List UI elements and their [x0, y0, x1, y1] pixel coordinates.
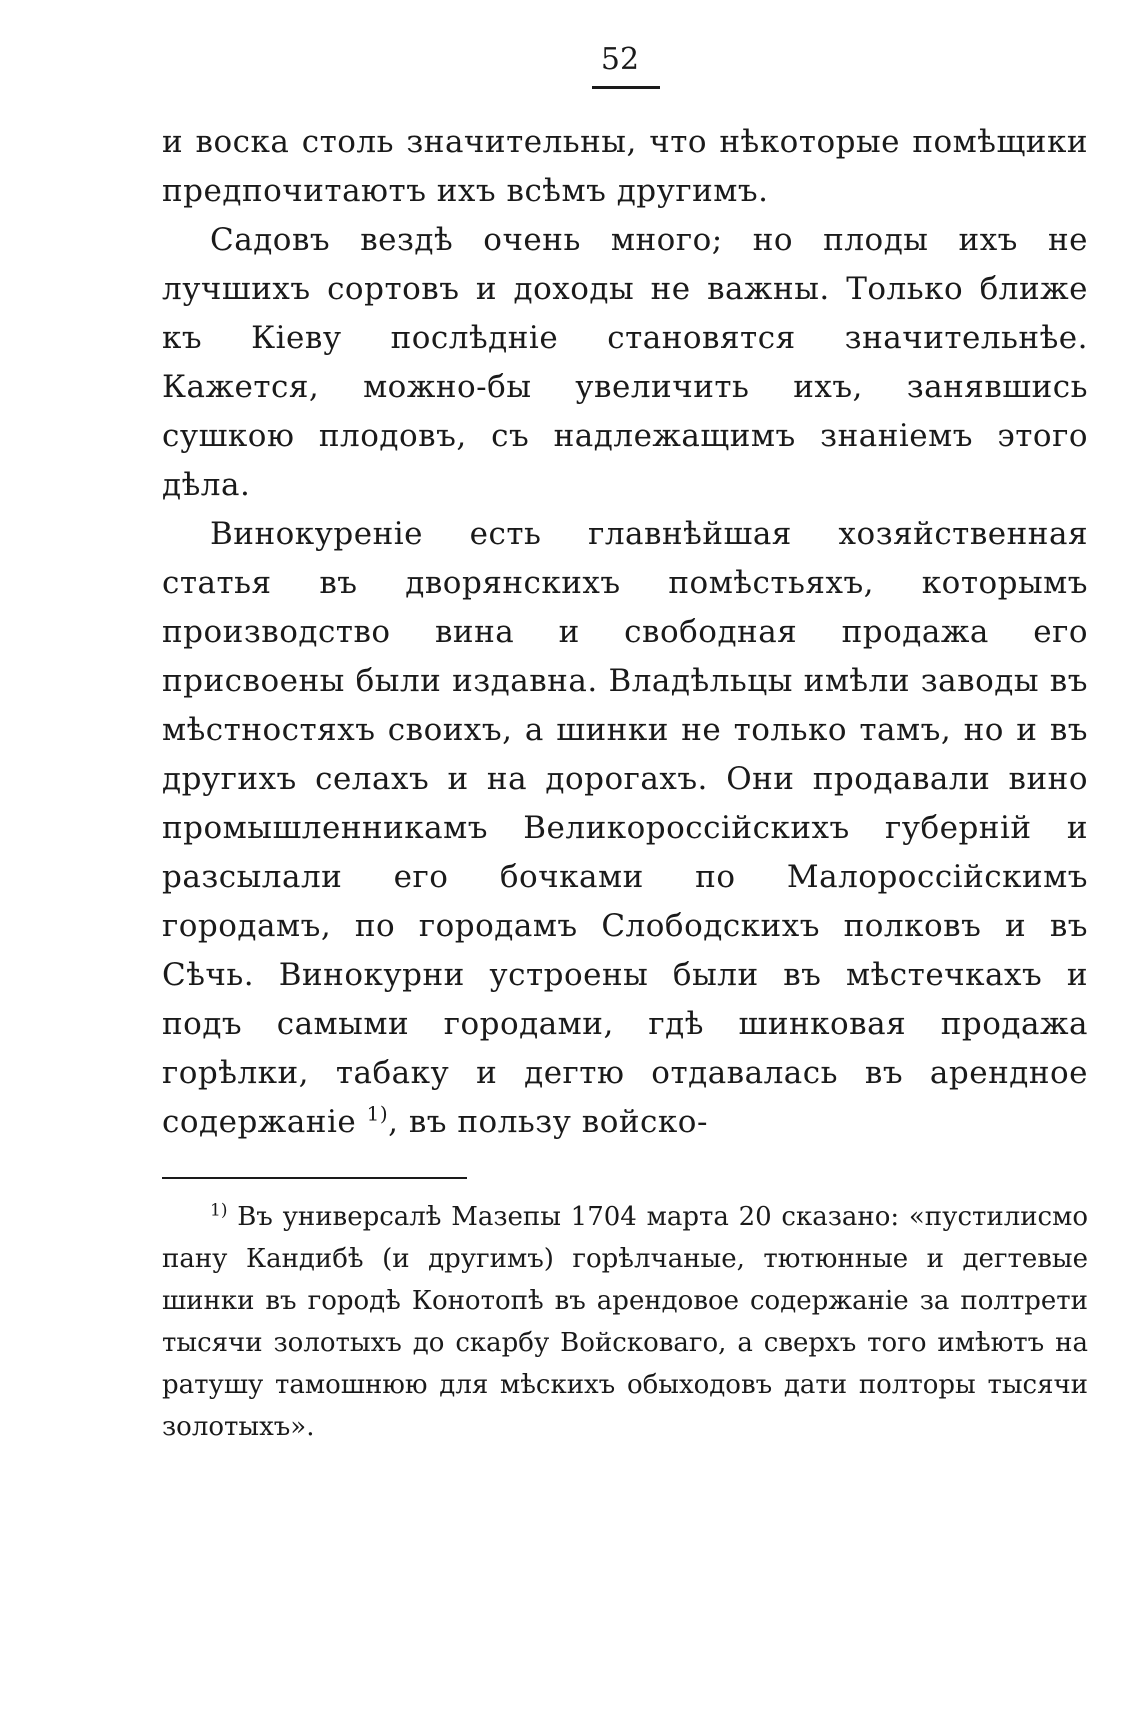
- paragraph-2: Садовъ вездѣ очень много; но плоды ихъ не лучшихъ сортовъ и доходы не важны. Только ближе къ Кіеву послѣдніе становятся значительнѣе. Кажется, можно-бы увеличить ихъ, занявшись сушкою плодовъ, съ надлежащимъ знаніемъ этого дѣла.: [162, 222, 1088, 503]
- page-number: 52: [600, 42, 640, 77]
- paragraph-1: и воска столь значительны, что нѣкоторые помѣщики предпочитаютъ ихъ всѣмъ другимъ.: [162, 124, 1088, 209]
- page-number-underline: [592, 86, 660, 89]
- footnote: [162, 1196, 1088, 1448]
- footnote-divider: [162, 1177, 467, 1179]
- footnote-paragraph: [162, 1196, 1088, 1448]
- paragraph-3-tail: , въ пользу войско-: [388, 1104, 708, 1140]
- footnote-marker: 1): [210, 1200, 228, 1221]
- footnote-text: Въ универсалѣ Мазепы 1704 марта 20 сказано: «пустилисмо пану Кандибѣ (и другимъ) горѣлчаные, тютюнные и дегтевые шинки въ городѣ Конотопѣ въ арендовое содержаніе за полтрети тысячи золотыхъ до скарбу Войсковаго, а сверхъ того имѣютъ на ратушу тамошнюю для мѣскихъ обыходовъ дати полторы тысячи золотыхъ».: [162, 1202, 1088, 1442]
- paragraph-3: [162, 510, 1088, 1147]
- paragraph-3-text: Винокуреніе есть главнѣйшая хозяйственная статья въ дворянскихъ помѣстьяхъ, которымъ производство вина и свободная продажа его присвоены были издавна. Владѣльцы имѣли заводы въ мѣстностяхъ своихъ, а шинки не только тамъ, но и въ другихъ селахъ и на дорогахъ. Они продавали вино промышленникамъ Великороссійскихъ губерній и разсылали его бочками по Малороссійскимъ городамъ, по городамъ Слободскихъ полковъ и въ Сѣчь. Винокурни устроены были въ мѣстечкахъ и подъ самыми городами, гдѣ шинковая продажа горѣлки, табаку и дегтю отдавалась въ арендное содержаніе: [162, 516, 1088, 1140]
- body-text: [162, 118, 1088, 1147]
- footnote-reference: 1): [366, 1101, 389, 1126]
